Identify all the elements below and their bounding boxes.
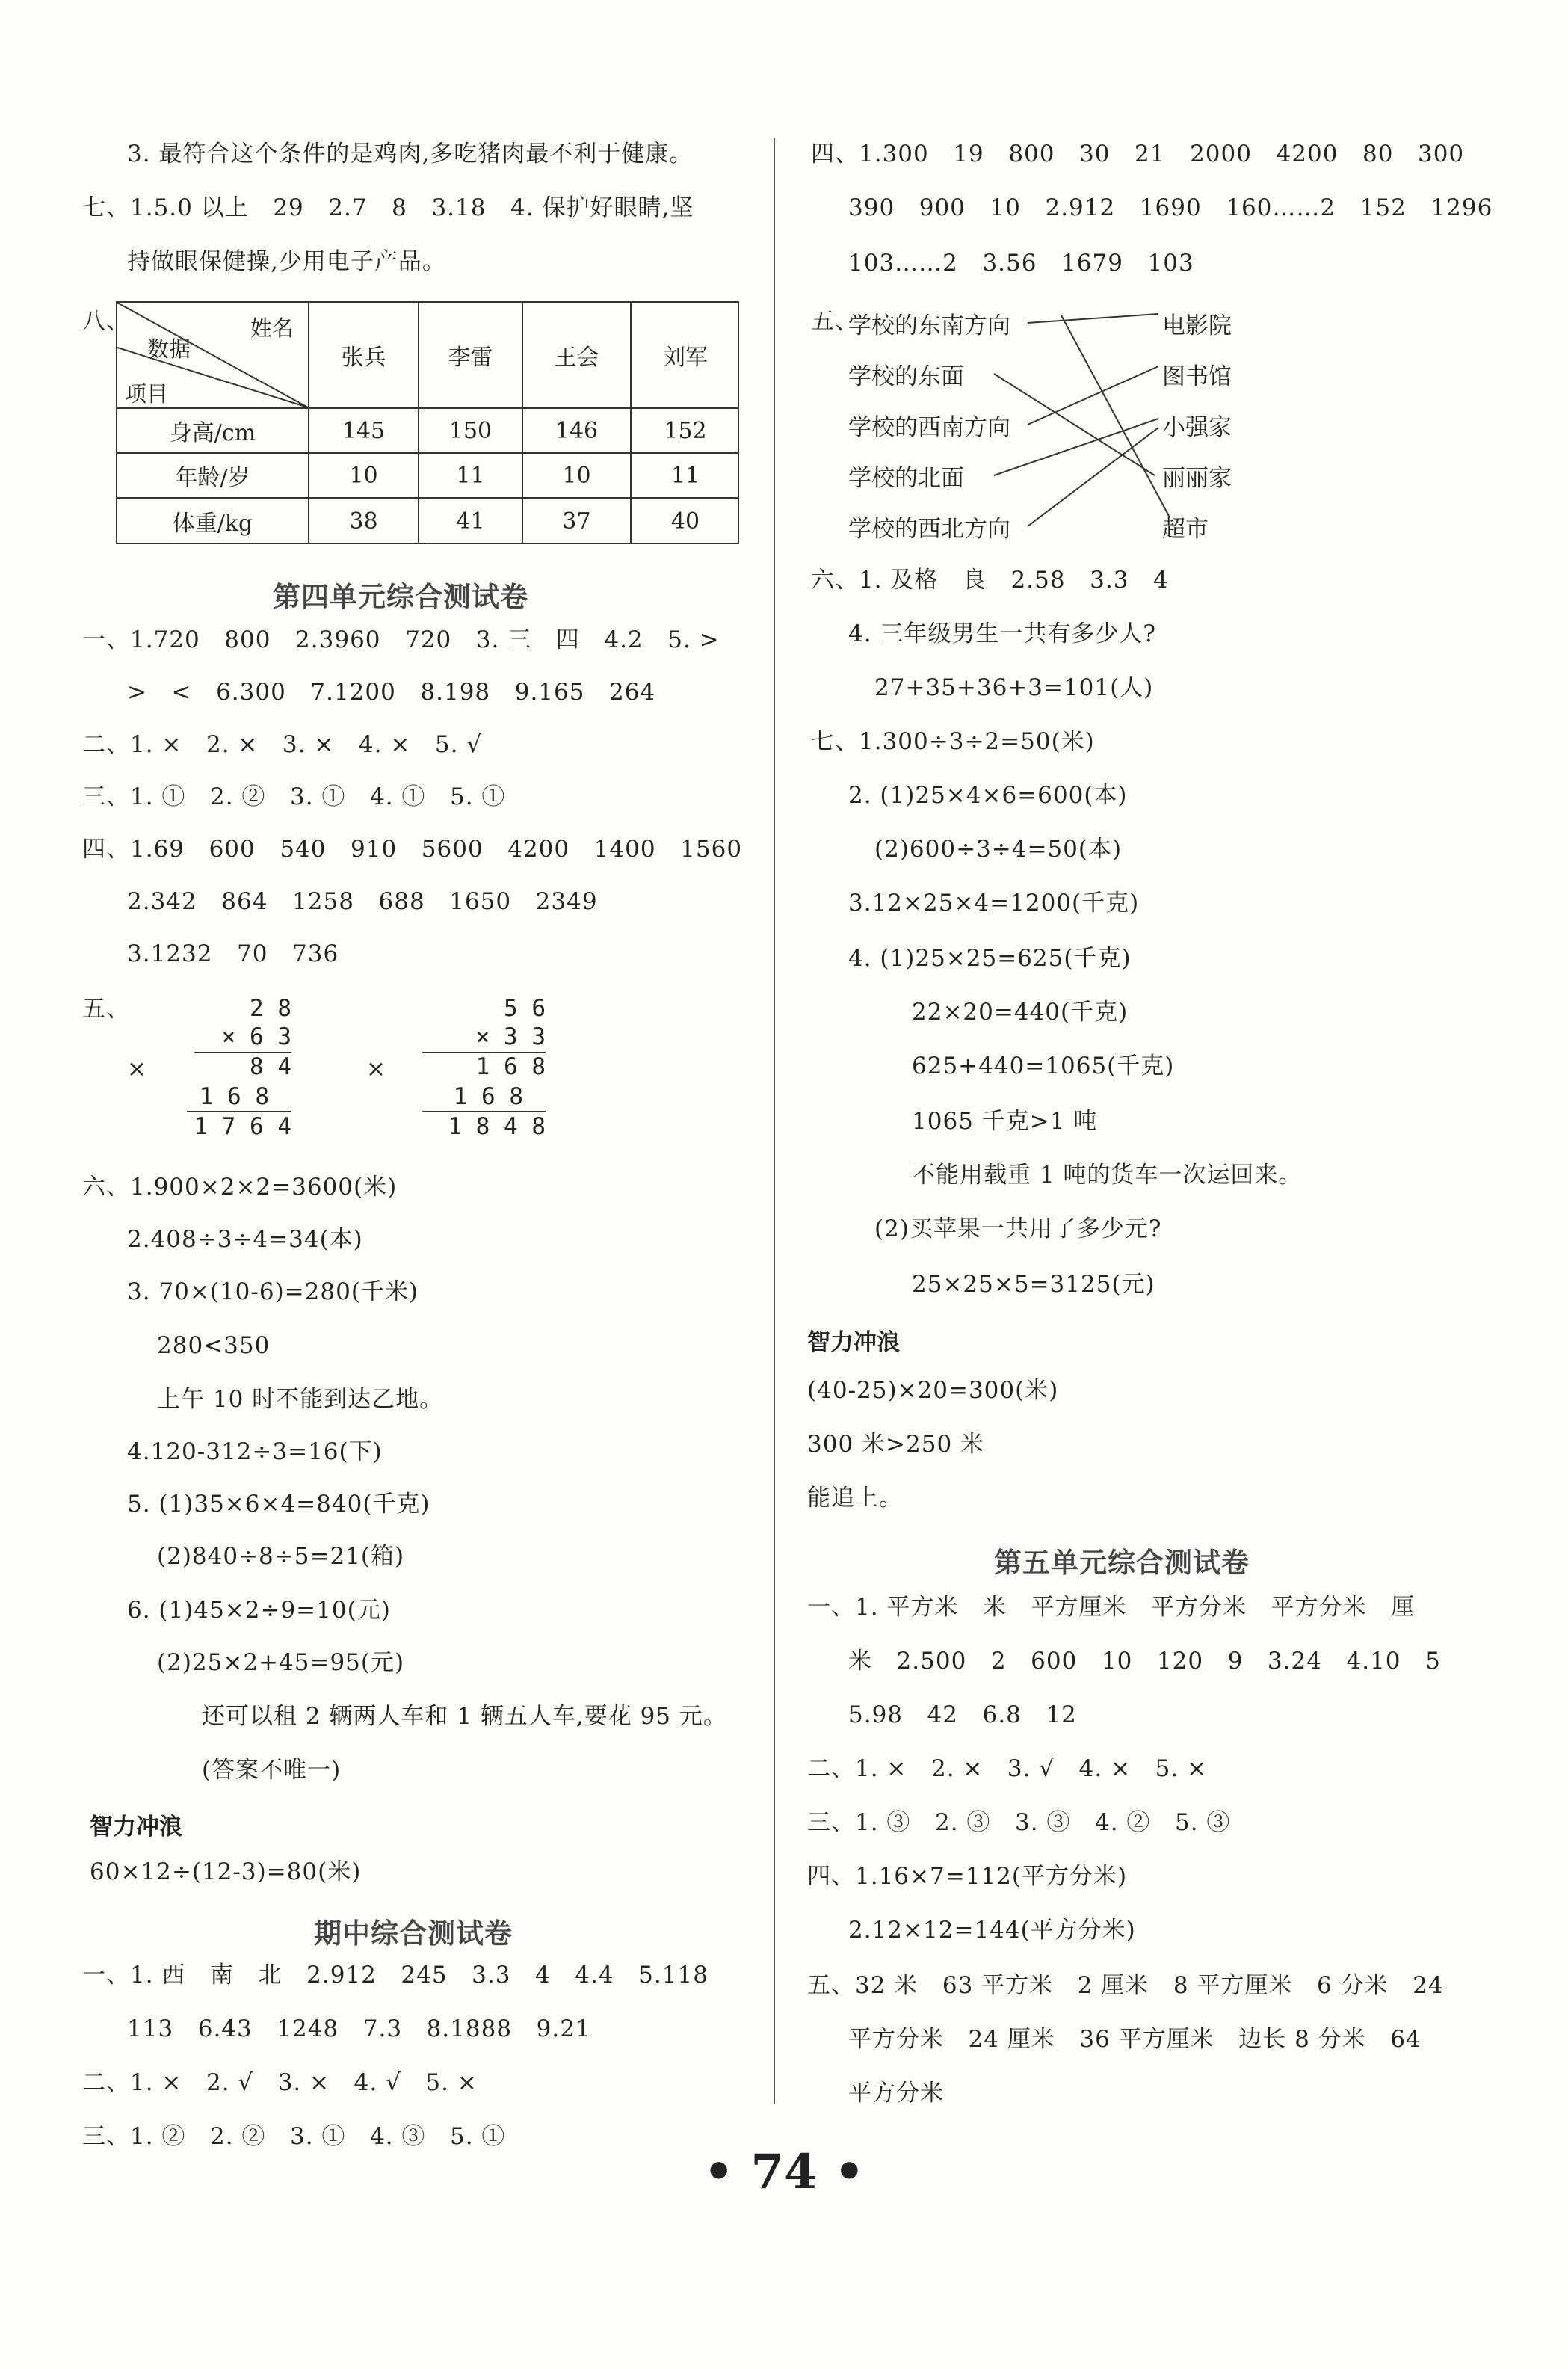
row-label: 身高/cm xyxy=(169,420,256,446)
text-line: 4. 三年级男生一共有多少人? xyxy=(848,620,1157,647)
table-cell: 10 xyxy=(349,462,378,489)
row-label: 体重/kg xyxy=(172,511,253,537)
text-line: 四、1.300 19 800 30 21 2000 4200 80 300 xyxy=(811,141,1465,167)
page-number: • 74 • xyxy=(703,2144,865,2200)
text-line: 上午 10 时不能到达乙地。 xyxy=(157,1386,444,1413)
text-line: > < 6.300 7.1200 8.198 9.165 264 xyxy=(127,679,656,706)
header-cell: 李雷 xyxy=(448,345,493,371)
text-line: 2.408÷3÷4=34(本) xyxy=(127,1226,363,1253)
text-line: 米 2.500 2 600 10 120 9 3.24 4.10 5 xyxy=(848,1648,1441,1675)
data-table xyxy=(116,301,739,544)
mul-line: 1 8 4 8 xyxy=(448,1113,546,1140)
mul-line: 1 6 8 xyxy=(453,1083,523,1110)
text-line: (2)600÷3÷4=50(本) xyxy=(874,836,1123,863)
matching-diagram xyxy=(777,299,1568,553)
text-line: 不能用载重 1 吨的货车一次运回来。 xyxy=(912,1162,1303,1189)
text-line: 27+35+36+3=101(人) xyxy=(874,674,1154,701)
header-cell: 张兵 xyxy=(341,345,386,371)
vertical-multiplication xyxy=(422,994,546,1144)
text-line: 3.1232 70 736 xyxy=(127,940,339,967)
text-line: 6. (1)45×2÷9=10(元) xyxy=(127,1597,391,1624)
match-right-item: 图书馆 xyxy=(1162,363,1232,390)
text-line: 四、1.16×7=112(平方分米) xyxy=(807,1863,1128,1890)
text-line: 二、1. × 2. × 3. × 4. × 5. √ xyxy=(82,731,483,758)
text-line: 三、1. ③ 2. ③ 3. ③ 4. ② 5. ③ xyxy=(807,1809,1231,1836)
bonus-heading: 智力冲浪 xyxy=(807,1329,900,1356)
text-line: 1065 千克>1 吨 xyxy=(912,1108,1098,1135)
match-right-item: 超市 xyxy=(1162,516,1209,543)
text-line: 三、1. ② 2. ② 3. ① 4. ③ 5. ① xyxy=(82,2123,506,2150)
mul-line: × 6 3 xyxy=(221,1023,291,1050)
text-line: 22×20=440(千克) xyxy=(912,999,1129,1026)
table-cell: 152 xyxy=(664,417,707,444)
text-line: 2.12×12=144(平方分米) xyxy=(848,1917,1136,1944)
text-line: 113 6.43 1248 7.3 8.1888 9.21 xyxy=(127,2015,591,2042)
section-label: 八、 xyxy=(82,308,130,335)
text-line: 三、1. ① 2. ② 3. ① 4. ① 5. ① xyxy=(82,783,506,810)
match-left-item: 学校的北面 xyxy=(848,465,964,492)
table-cell: 146 xyxy=(555,417,599,444)
text-line: 4. (1)25×25=625(千克) xyxy=(848,945,1132,972)
text-line: 2. (1)25×4×6=600(本) xyxy=(848,782,1128,809)
section-label: 五、 xyxy=(82,996,130,1023)
text-line: 还可以租 2 辆两人车和 1 辆五人车,要花 95 元。 xyxy=(202,1703,727,1730)
table-cell: 41 xyxy=(456,508,485,535)
corner-data: 数据 xyxy=(147,336,191,362)
mul-line: 1 6 8 xyxy=(199,1083,269,1110)
header-cell: 刘军 xyxy=(663,345,708,371)
text-line: 3. 最符合这个条件的是鸡肉,多吃猪肉最不利于健康。 xyxy=(127,141,694,167)
text-line: 持做眼保健操,少用电子产品。 xyxy=(127,248,446,275)
row-label: 年龄/岁 xyxy=(175,465,250,491)
cross-mark: × xyxy=(366,1056,386,1082)
text-line: 一、1. 平方米 米 平方厘米 平方分米 平方分米 厘 xyxy=(807,1594,1416,1621)
text-line: 60×12÷(12-3)=80(米) xyxy=(90,1858,362,1885)
text-line: 七、1.300÷3÷2=50(米) xyxy=(811,728,1095,755)
corner-name: 姓名 xyxy=(250,315,294,341)
text-line: (2)840÷8÷5=21(箱) xyxy=(157,1543,405,1570)
text-line: 一、1. 西 南 北 2.912 245 3.3 4 4.4 5.118 xyxy=(82,1962,709,1988)
text-line: 3.12×25×4=1200(千克) xyxy=(848,890,1140,917)
matching-lines xyxy=(777,299,1568,553)
header-cell: 王会 xyxy=(554,345,599,371)
table-cell: 11 xyxy=(670,462,700,489)
table-cell: 40 xyxy=(670,508,700,535)
table-cell: 11 xyxy=(456,462,485,489)
match-right-item: 小强家 xyxy=(1162,414,1232,441)
text-line: (2)买苹果一共用了多少元? xyxy=(874,1216,1162,1242)
mul-line: 1 6 8 xyxy=(475,1053,546,1080)
mul-line: 8 4 xyxy=(250,1053,291,1080)
text-line: 103……2 3.56 1679 103 xyxy=(848,250,1194,277)
text-line: 六、1. 及格 良 2.58 3.3 4 xyxy=(811,567,1169,594)
text-line: 390 900 10 2.912 1690 160……2 152 1296 xyxy=(848,194,1493,221)
bonus-heading: 智力冲浪 xyxy=(90,1814,182,1840)
match-line xyxy=(994,374,1155,475)
section-heading: 第五单元综合测试卷 xyxy=(994,1547,1250,1579)
match-left-item: 学校的西北方向 xyxy=(848,516,1010,543)
table-cell: 10 xyxy=(562,462,591,489)
section-label: 五、 xyxy=(811,308,859,335)
column-divider xyxy=(774,138,775,2104)
match-line xyxy=(1061,315,1170,517)
text-line: 5.98 42 6.8 12 xyxy=(848,1701,1077,1728)
match-left-item: 学校的东南方向 xyxy=(848,312,1010,339)
match-line xyxy=(1028,428,1158,526)
text-line: 四、1.69 600 540 910 5600 4200 1400 1560 xyxy=(82,836,743,863)
section-heading: 第四单元综合测试卷 xyxy=(273,581,528,613)
text-line: 六、1.900×2×2=3600(米) xyxy=(82,1174,398,1201)
text-line: 七、1.5.0 以上 29 2.7 8 3.18 4. 保护好眼睛,坚 xyxy=(82,194,694,221)
text-line: 二、1. × 2. × 3. √ 4. × 5. × xyxy=(807,1755,1208,1782)
text-line: 平方分米 24 厘米 36 平方厘米 边长 8 分米 64 xyxy=(848,2026,1422,2053)
corner-item: 项目 xyxy=(125,381,169,407)
mul-line: 2 8 xyxy=(250,995,291,1022)
table-cell: 145 xyxy=(342,417,386,444)
text-line: 3. 70×(10-6)=280(千米) xyxy=(127,1278,419,1305)
match-line xyxy=(1028,314,1158,323)
match-left-item: 学校的西南方向 xyxy=(848,414,1010,441)
text-line: (40-25)×20=300(米) xyxy=(807,1377,1059,1404)
mul-line: 5 6 xyxy=(504,995,546,1022)
text-line: 25×25×5=3125(元) xyxy=(912,1271,1155,1298)
text-line: 平方分米 xyxy=(848,2080,944,2107)
section-heading: 期中综合测试卷 xyxy=(314,1917,513,1950)
text-line: (答案不唯一) xyxy=(202,1757,342,1784)
mul-line: × 3 3 xyxy=(475,1023,546,1050)
text-line: 二、1. × 2. √ 3. × 4. √ 5. × xyxy=(82,2069,478,2096)
text-line: 625+440=1065(千克) xyxy=(912,1053,1175,1079)
text-line: (2)25×2+45=95(元) xyxy=(157,1649,405,1676)
cross-mark: × xyxy=(127,1056,147,1082)
table-cell: 37 xyxy=(562,508,591,535)
text-line: 4.120-312÷3=16(下) xyxy=(127,1438,383,1465)
text-line: 五、32 米 63 平方米 2 厘米 8 平方厘米 6 分米 24 xyxy=(807,1972,1444,1999)
match-right-item: 丽丽家 xyxy=(1162,465,1232,492)
match-left-item: 学校的东面 xyxy=(848,363,964,390)
mul-line: 1 7 6 4 xyxy=(194,1113,291,1140)
text-line: 2.342 864 1258 688 1650 2349 xyxy=(127,888,598,915)
table-cell: 38 xyxy=(349,508,378,535)
text-line: 300 米>250 米 xyxy=(807,1431,985,1458)
text-line: 一、1.720 800 2.3960 720 3. 三 四 4.2 5. > xyxy=(82,626,720,653)
text-line: 能追上。 xyxy=(807,1485,903,1512)
text-line: 280<350 xyxy=(157,1332,271,1359)
match-right-item: 电影院 xyxy=(1162,312,1232,339)
table-cell: 150 xyxy=(448,417,493,444)
vertical-multiplication xyxy=(187,994,291,1144)
text-line: 5. (1)35×6×4=840(千克) xyxy=(127,1491,430,1518)
